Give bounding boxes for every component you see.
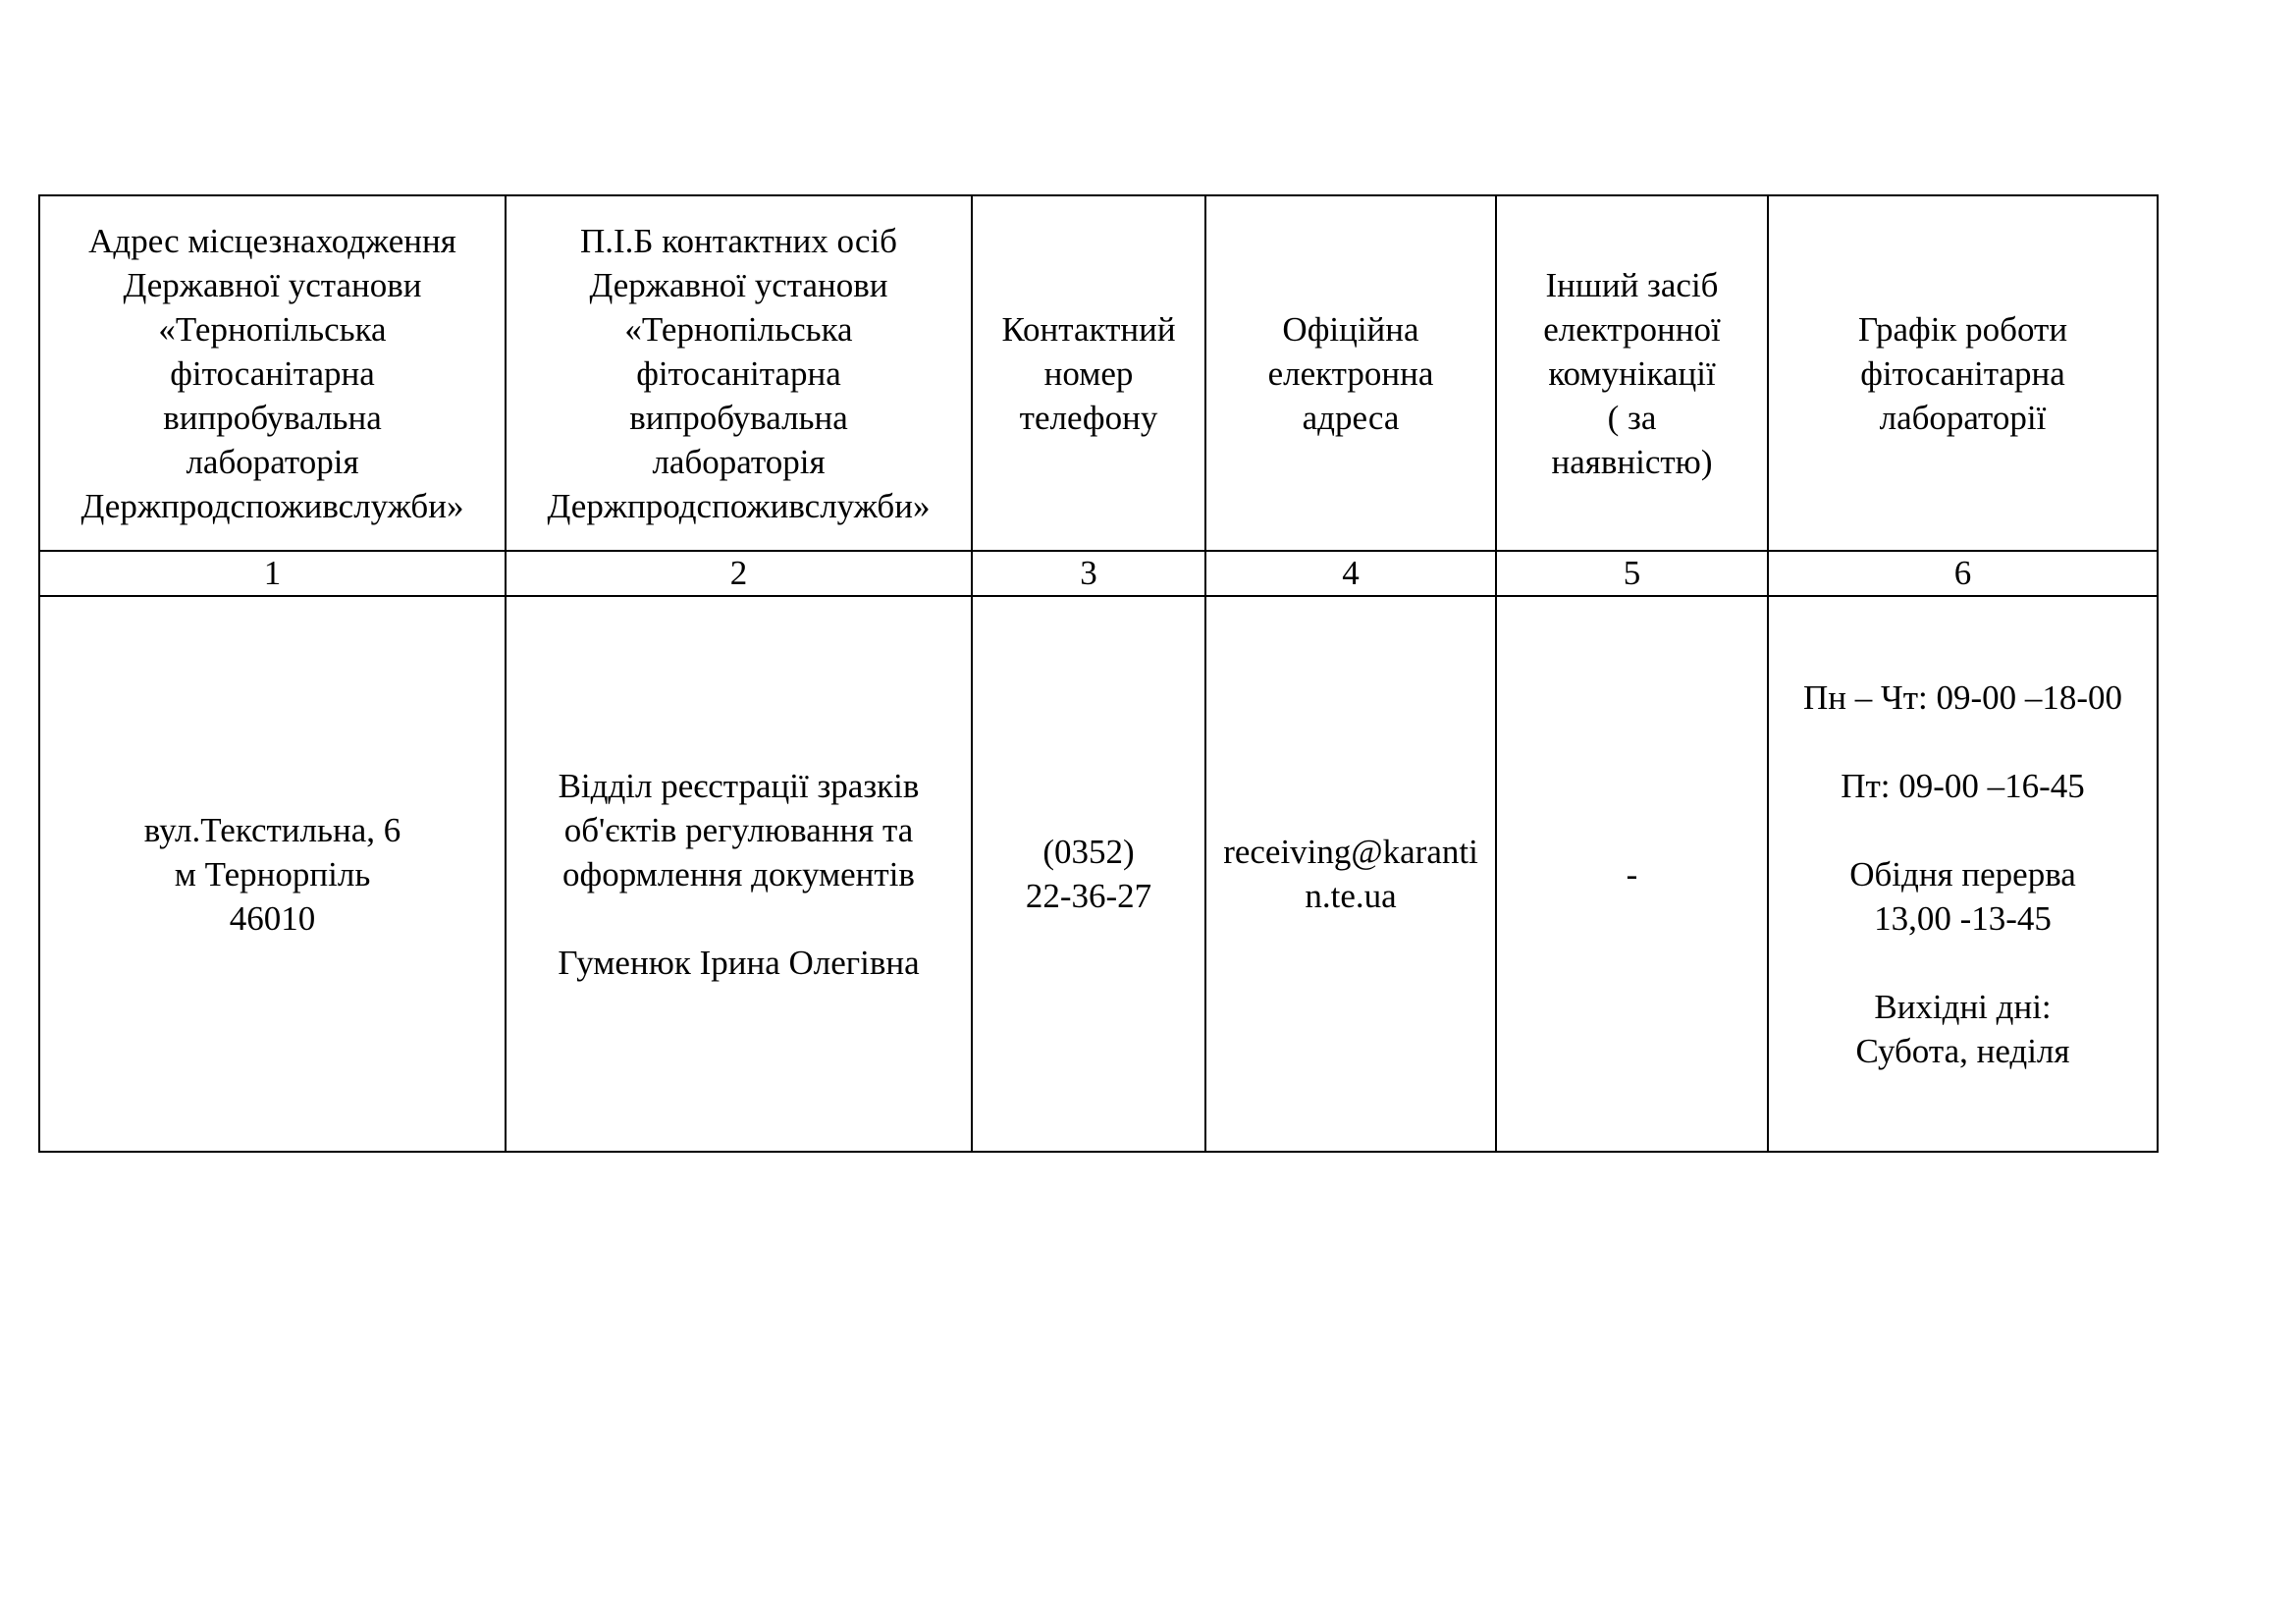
column-number: 2 xyxy=(506,551,972,596)
header-email-line: Офіційна xyxy=(1282,309,1419,349)
schedule-weekend-label: Вихідні дні: xyxy=(1874,987,2052,1026)
header-address-line: випробувальна xyxy=(163,398,382,437)
header-contact-persons xyxy=(506,195,972,551)
spacer xyxy=(1775,808,2151,852)
schedule-fri: Пт: 09-00 –16-45 xyxy=(1841,766,2085,805)
table-header-row xyxy=(39,195,2158,551)
other-channel-cell xyxy=(1496,596,1768,1152)
header-other-line: наявністю) xyxy=(1551,442,1713,481)
schedule-lunch-label: Обідня перерва xyxy=(1849,854,2076,893)
email-address: receiving@karantin.te.ua xyxy=(1223,833,1478,915)
column-number: 6 xyxy=(1768,551,2158,596)
contacts-table xyxy=(38,194,2159,1153)
address-city: м Тернорпіль xyxy=(174,854,371,893)
table-row xyxy=(39,596,2158,1152)
header-schedule-line: фітосанітарна xyxy=(1860,353,2065,393)
schedule-lunch-time: 13,00 -13-45 xyxy=(1874,898,2052,938)
spacer xyxy=(1775,941,2151,985)
header-other-channel xyxy=(1496,195,1768,551)
contact-person-name: Гуменюк Ірина Олегівна xyxy=(558,943,920,982)
header-other-line: Інший засіб xyxy=(1545,265,1719,304)
header-schedule-line: Графік роботи xyxy=(1857,309,2068,349)
header-phone xyxy=(972,195,1205,551)
header-phone-line: номер xyxy=(1043,353,1134,393)
schedule-cell xyxy=(1768,596,2158,1152)
header-other-line: електронної xyxy=(1543,309,1721,349)
other-channel-value: - xyxy=(1626,854,1638,893)
address-postcode: 46010 xyxy=(229,898,316,938)
email-cell xyxy=(1205,596,1496,1152)
address-street: вул.Текстильна, 6 xyxy=(143,810,401,849)
phone-area-code: (0352) xyxy=(1042,833,1135,871)
header-address-line: лабораторія xyxy=(186,442,359,481)
header-address-line: Державної установи xyxy=(123,265,422,304)
phone-cell xyxy=(972,596,1205,1152)
schedule-weekend-days: Субота, неділя xyxy=(1855,1031,2070,1070)
header-address-line: Адрес місцезнаходження xyxy=(88,221,456,260)
header-other-line: ( за xyxy=(1607,398,1657,437)
header-address-line: фітосанітарна xyxy=(170,353,375,393)
header-contact-line: П.І.Б контактних осіб xyxy=(580,221,897,260)
schedule-mon-thu: Пн – Чт: 09-00 –18-00 xyxy=(1802,677,2123,717)
header-email-line: адреса xyxy=(1302,398,1400,437)
address-cell xyxy=(39,596,506,1152)
header-phone-line: Контактний xyxy=(1001,309,1176,349)
column-number: 3 xyxy=(972,551,1205,596)
header-contact-line: Державної установи xyxy=(589,265,888,304)
header-email xyxy=(1205,195,1496,551)
column-number: 1 xyxy=(39,551,506,596)
header-contact-line: «Тернопільська xyxy=(624,309,853,349)
header-other-line: комунікації xyxy=(1548,353,1716,393)
department-line: оформлення документів xyxy=(562,854,915,893)
header-address-line: «Тернопільська xyxy=(158,309,387,349)
spacer xyxy=(512,896,965,941)
header-email-line: електронна xyxy=(1267,353,1434,393)
column-number: 4 xyxy=(1205,551,1496,596)
column-number-row xyxy=(39,551,2158,596)
header-schedule-line: лабораторії xyxy=(1879,398,2047,437)
header-contact-line: Держпродспоживслужби» xyxy=(547,486,931,525)
spacer xyxy=(1775,720,2151,764)
contact-cell xyxy=(506,596,972,1152)
department-line: Відділ реєстрації зразків xyxy=(558,766,920,805)
header-contact-line: фітосанітарна xyxy=(636,353,841,393)
header-contact-line: лабораторія xyxy=(652,442,826,481)
header-contact-line: випробувальна xyxy=(629,398,848,437)
header-address xyxy=(39,195,506,551)
column-number: 5 xyxy=(1496,551,1768,596)
phone-number: 22-36-27 xyxy=(1025,877,1152,915)
header-schedule xyxy=(1768,195,2158,551)
header-phone-line: телефону xyxy=(1019,398,1158,437)
header-address-line: Держпродспоживслужби» xyxy=(80,486,464,525)
department-line: об'єктів регулювання та xyxy=(563,810,914,849)
